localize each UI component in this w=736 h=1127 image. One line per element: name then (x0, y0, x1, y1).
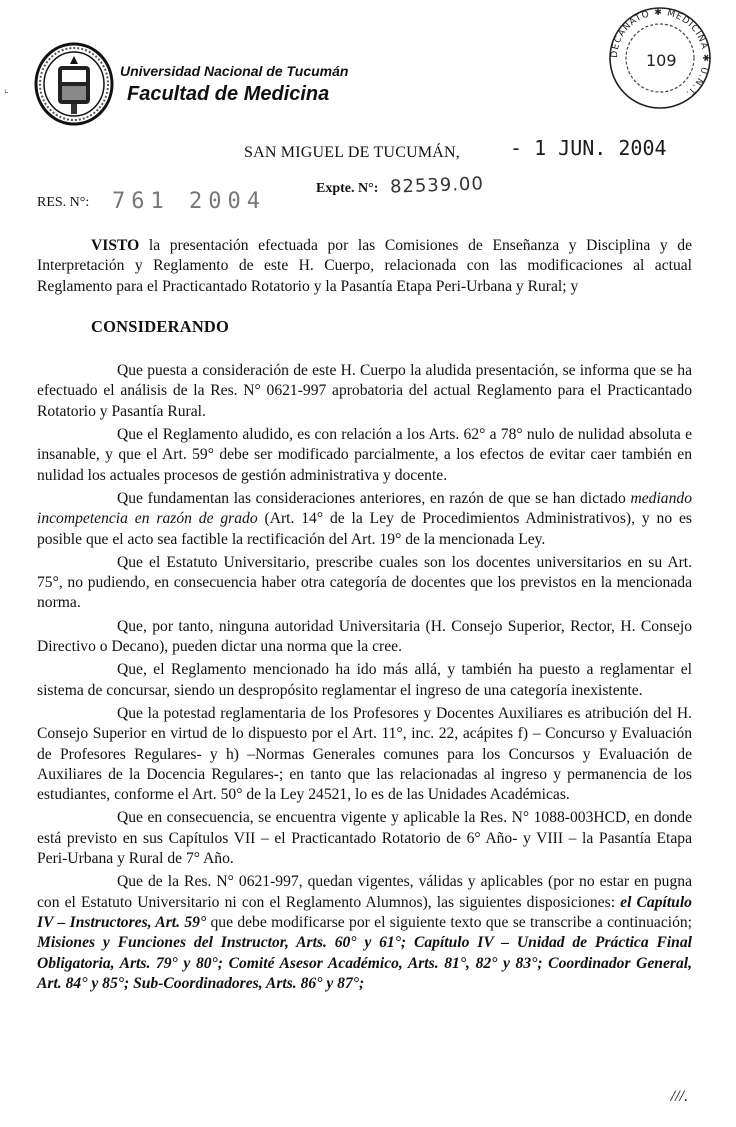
paragraph-9-b: que debe modificarse por el siguiente texto que se transcribe a continuación; (206, 913, 692, 931)
stamp-ring-text: DECANATO ✱ MEDICINA ✱ U.N.T. (609, 7, 711, 99)
paragraph-9-a: Que de la Res. N° 0621-997, quedan vigentes, válidas y aplicables (por no estar en pugna con el Estatuto Universitario ni con el Reglamento Alumnos), las siguientes disposiciones: (37, 873, 692, 911)
stamp-handwritten-number: 109 (646, 51, 677, 70)
paragraph-8: Que en consecuencia, se encuentra vigente y aplicable la Res. N° 1088-003HCD, en donde está previsto en sus Capítulos VII – el Practicantado Rotatorio de 6° Año- y VIII – la Pasantía Etapa Peri-Urbana y Rural de 7° Año. (37, 809, 692, 868)
visto-paragraph (37, 236, 692, 297)
expte-label: Expte. N°: (316, 181, 379, 196)
paragraph-1: Que puesta a consideración de este H. Cuerpo la aludida presentación, se informa que se ha efectuado el análisis de la Res. N° 0621-997 aprobatoria del actual Reglamento para el Practicantado Rotatorio y Pasantía Rural. (37, 362, 692, 420)
continuation-mark: ///. (670, 1088, 688, 1105)
paragraph-4: Que el Estatuto Universitario, prescribe cuales son los docentes universitarios en su Art. 75°, no pudiendo, en consecuencia haber otra categoría de docentes que los previstos en la mencionada norma. (37, 553, 692, 612)
paragraph-9-bold-italic-2: Misiones y Funciones del Instructor, Arts. 60° y 61°; Capítulo IV – Unidad de Práctica Final Obligatoria, Arts. 79° y 80°; Comité Asesor Académico, Arts. 81°, 82° y 83°; Coordinador General, Art. 84° y 85°; Sub-Coordinadores, Arts. 86° y 87°; (37, 934, 692, 992)
considerando-heading: CONSIDERANDO (91, 316, 230, 336)
decanato-stamp-icon (606, 4, 714, 112)
paragraph-9-bold-italic-1: el Capítulo IV – Instructores, Art. 59° (37, 893, 692, 931)
university-name: Universidad Nacional de Tucumán (120, 63, 349, 79)
resolution-label: RES. N°: (37, 195, 90, 210)
paragraph-5: Que, por tanto, ninguna autoridad Universitaria (H. Consejo Superior, Rector, H. Consejo Directivo o Decano), pueden dictar una norma que la cree. (37, 617, 692, 656)
visto-word: VISTO (91, 237, 140, 254)
paragraph-2: Que el Reglamento aludido, es con relación a los Arts. 62° a 78° nulo de nulidad absoluta e insanable, y que el Art. 59° debe ser modificado parcialmente, a los efectos de evitar caer también en nulidad los actuales procesos de gestión administrativa y docente. (37, 426, 692, 484)
paragraph-9 (37, 872, 692, 994)
paragraph-3 (37, 489, 692, 550)
margin-mark: ⌞ (4, 84, 9, 95)
paragraph-6: Que, el Reglamento mencionado ha ido más allá, y también ha puesto a reglamentar el sistema de concursar, siendo un despropósito reglamentar el ingreso de una categoría inexistente. (37, 661, 692, 699)
resolution-body (37, 236, 692, 994)
university-seal-icon (34, 42, 114, 126)
date-stamp: - 1 JUN. 2004 (510, 136, 667, 160)
paragraph-3-b: (Art. 14° de la Ley de Procedimientos Administrativos), y no es posible que el acto sea factible la rectificación del Art. 19° de la mencionada Ley. (37, 510, 692, 548)
paragraph-7: Que la potestad reglamentaria de los Profesores y Docentes Auxiliares es atribución del H. Consejo Superior en virtud de lo dispuesto por el Art. 11°, inc. 22, acápites f) – Concurso y Evaluación de Profesores Regulares- y h) –Normas Generales comunes para los Concursos y Evaluación de Auxiliares de la Docencia Regulares-; en tanto que las relacionadas al ingreso y permanencia de los estudiantes, conforme el Art. 50° de la Ley 24521, lo es de las Unidades Académicas. (37, 704, 692, 804)
faculty-name: Facultad de Medicina (127, 83, 330, 105)
paragraph-3-a: Que fundamentan las consideraciones anteriores, en razón de que se han dictado (117, 489, 631, 507)
paragraph-3-italic: mediando incompetencia en razón de grado (37, 489, 692, 528)
resolution-number-stamp: 761 2004 (112, 189, 266, 214)
visto-text: la presentación efectuada por las Comisiones de Enseñanza y Disciplina y de Interpretación y Reglamento de este H. Cuerpo, relacionada con las modificaciones al actual Reglamento para el Practicantado Rotatorio y la Pasantía Etapa Peri-Urbana y Rural; y (37, 237, 692, 295)
place-line: SAN MIGUEL DE TUCUMÁN, (244, 144, 460, 161)
expte-number-handwritten: 82539.00 (389, 173, 485, 198)
